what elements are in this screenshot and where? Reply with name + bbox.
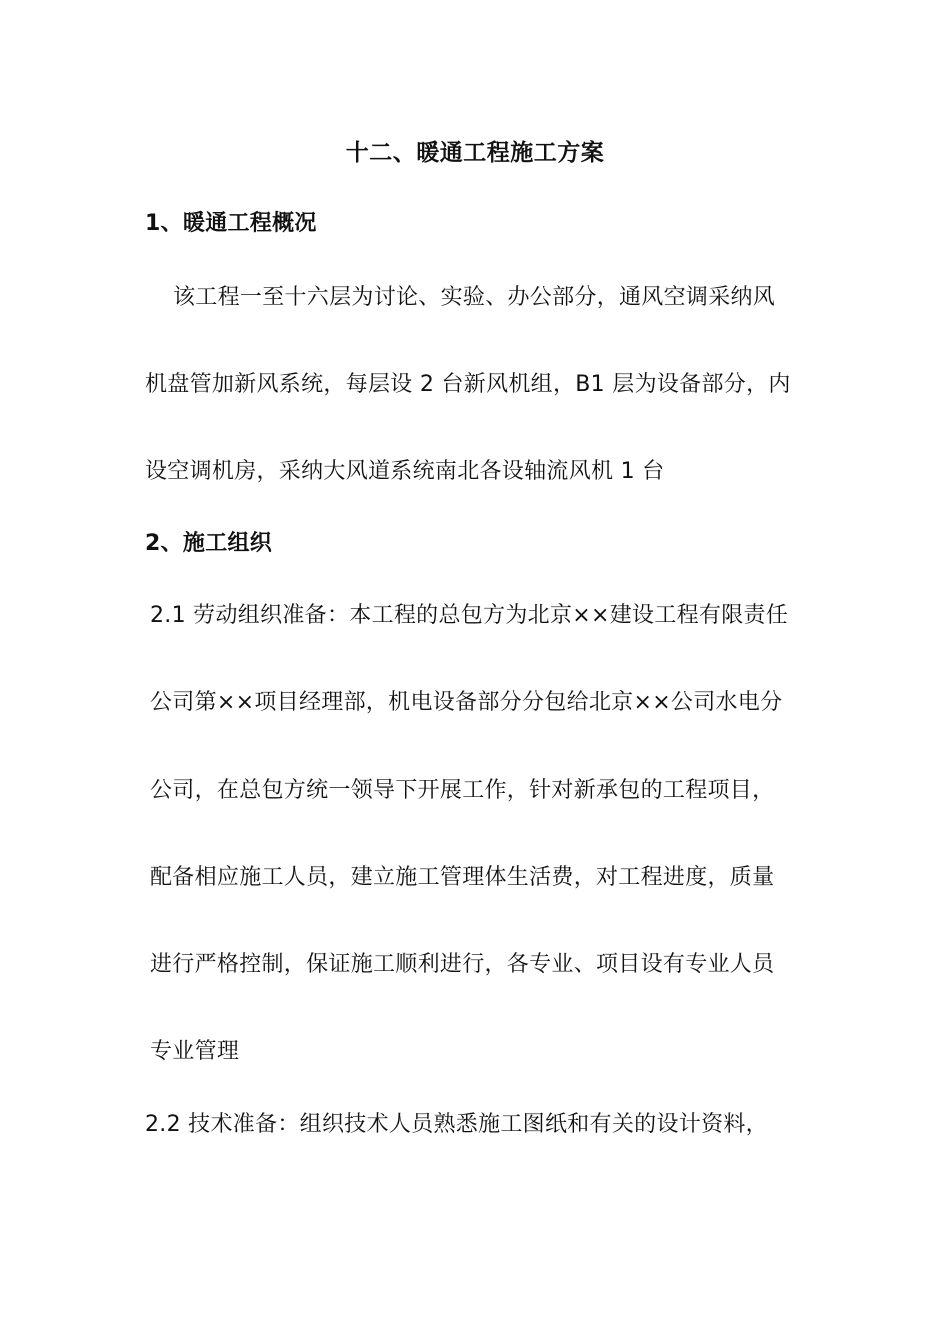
- section-1-paragraph-line: 该工程一至十六层为讨论、实验、办公部分，通风空调采纳风: [173, 285, 776, 310]
- section-2-1-paragraph-line: 公司第××项目经理部，机电设备部分分包给北京××公司水电分: [150, 690, 783, 715]
- section-2-1-paragraph-line: 公司，在总包方统一领导下开展工作，针对新承包的工程项目，: [150, 778, 775, 803]
- section-2-1-paragraph-line: 专业管理: [150, 1039, 240, 1064]
- section-2-heading: 2、施工组织: [145, 531, 273, 556]
- section-2-1-paragraph-line: 进行严格控制，保证施工顺利进行，各专业、项目设有专业人员: [150, 952, 775, 977]
- page-title: 十二、暖通工程施工方案: [345, 140, 605, 166]
- section-2-1-paragraph-line: 配备相应施工人员，建立施工管理体生活费，对工程进度，质量: [150, 865, 775, 890]
- section-1-paragraph-line: 机盘管加新风系统，每层设 2 台新风机组，B1 层为设备部分，内: [145, 372, 791, 397]
- section-1-heading: 1、暖通工程概况: [145, 211, 317, 236]
- section-1-paragraph-line: 设空调机房，采纳大风道系统南北各设轴流风机 1 台: [145, 459, 665, 484]
- section-2-2-paragraph-line: 2.2 技术准备：组织技术人员熟悉施工图纸和有关的设计资料，: [145, 1112, 768, 1137]
- section-2-1-paragraph-line: 2.1 劳动组织准备：本工程的总包方为北京××建设工程有限责任: [150, 603, 789, 628]
